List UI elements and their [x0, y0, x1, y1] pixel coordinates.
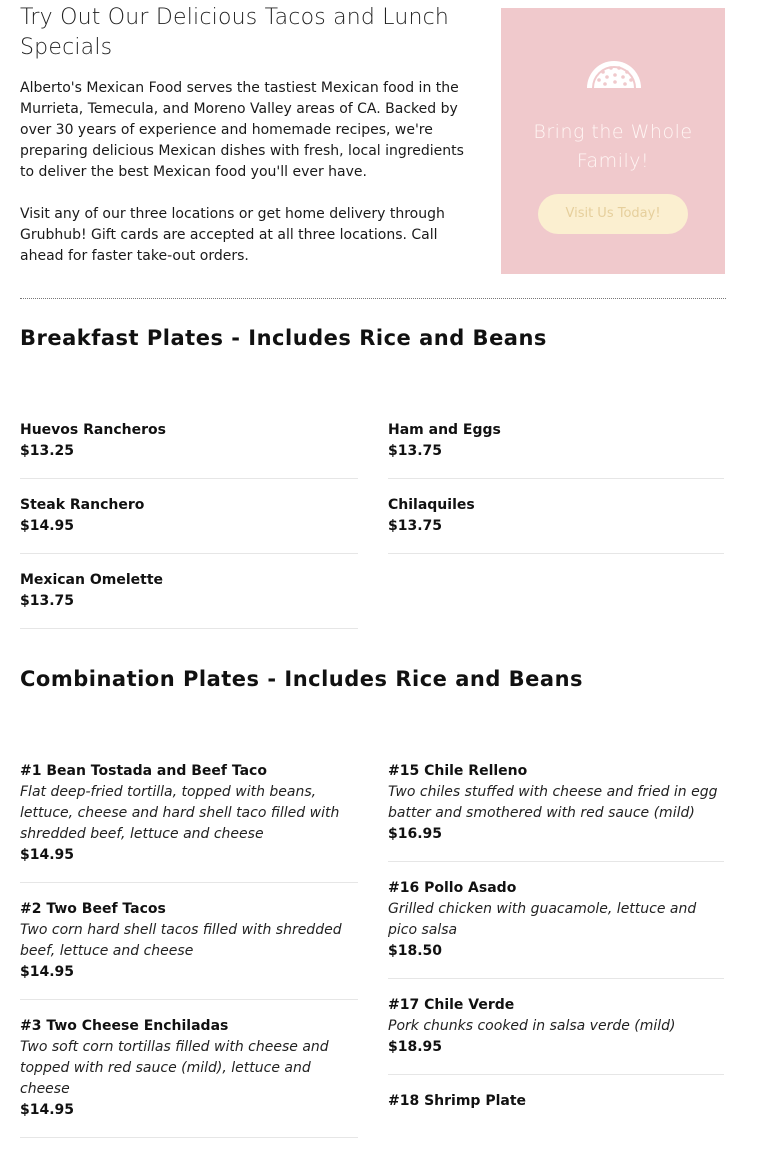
menu-item [388, 495, 724, 554]
intro-title: Try Out Our Delicious Tacos and Lunch Specials [20, 5, 450, 60]
menu-item-name: #3 Two Cheese Enchiladas [20, 1018, 229, 1034]
menu-item-price: $14.95 [20, 518, 75, 534]
breakfast-right-column [388, 420, 724, 570]
menu-item [20, 570, 358, 629]
menu-item-price: $13.25 [20, 443, 75, 459]
menu-item-price: $14.95 [20, 847, 75, 863]
menu-item-name: Chilaquiles [388, 497, 475, 513]
menu-item-price: $14.95 [20, 1102, 75, 1118]
menu-item-price: $18.95 [388, 1039, 443, 1055]
visit-us-button[interactable]: Visit Us Today! [538, 194, 688, 234]
menu-item-name: #15 Chile Relleno [388, 763, 528, 779]
menu-item-name: #17 Chile Verde [388, 997, 515, 1013]
menu-item-description: Two corn hard shell tacos filled with shredded beef, lettuce and cheese [20, 922, 342, 959]
intro-paragraph-1: Alberto's Mexican Food serves the tastiest Mexican food in the Murrieta, Temecula, and Moreno Valley areas of CA. Backed by over 30 years of experience and homemade recipes, we're preparing delicious Mexican dishes with fresh, local ingredients to deliver the best Mexican food you'll ever have. [20, 80, 464, 180]
section-divider [20, 298, 726, 299]
menu-item-description: Flat deep-fried tortilla, topped with beans, lettuce, cheese and hard shell taco filled with shredded beef, lettuce and cheese [20, 784, 340, 842]
breakfast-section-title: Breakfast Plates - Includes Rice and Beans [20, 326, 547, 350]
menu-item [20, 495, 358, 554]
menu-item-name: #1 Bean Tostada and Beef Taco [20, 763, 267, 779]
menu-item [388, 1091, 724, 1128]
menu-item [388, 761, 724, 862]
taco-icon [585, 50, 643, 90]
menu-item-name: Ham and Eggs [388, 422, 501, 438]
menu-item [20, 761, 358, 883]
intro-paragraph-2: Visit any of our three locations or get home delivery through Grubhub! Gift cards are accepted at all three locations. Call ahead for faster take-out orders. [20, 206, 445, 264]
combination-section-title: Combination Plates - Includes Rice and Beans [20, 667, 584, 691]
promo-title: Bring the Whole Family! [533, 121, 693, 172]
menu-item-price: $13.75 [388, 518, 443, 534]
combination-right-column [388, 761, 724, 1144]
menu-item [388, 995, 724, 1075]
menu-item-name: #18 Shrimp Plate [388, 1093, 527, 1109]
breakfast-left-column [20, 420, 358, 645]
menu-item-name: Mexican Omelette [20, 572, 164, 588]
menu-item [388, 878, 724, 979]
menu-item-price: $13.75 [20, 593, 75, 609]
menu-item [20, 1016, 358, 1138]
intro-section [20, 0, 482, 267]
menu-item-name: #16 Pollo Asado [388, 880, 517, 896]
menu-item [20, 420, 358, 479]
menu-item-description: Pork chunks cooked in salsa verde (mild) [388, 1018, 676, 1034]
menu-item-description: Two chiles stuffed with cheese and fried in egg batter and smothered with red sauce (mild) [388, 784, 718, 821]
menu-item-price: $13.75 [388, 443, 443, 459]
menu-item [388, 420, 724, 479]
menu-item-description: Grilled chicken with guacamole, lettuce and pico salsa [388, 901, 697, 938]
menu-item-name: Steak Ranchero [20, 497, 145, 513]
menu-item-description: Two soft corn tortillas filled with cheese and topped with red sauce (mild), lettuce and cheese [20, 1039, 329, 1097]
menu-item-price: $16.95 [388, 826, 443, 842]
menu-item [20, 899, 358, 1000]
promo-card [501, 8, 725, 274]
menu-item-name: Huevos Rancheros [20, 422, 166, 438]
menu-item-name: #2 Two Beef Tacos [20, 901, 166, 917]
menu-item-price: $18.50 [388, 943, 443, 959]
menu-item-price: $14.95 [20, 964, 75, 980]
combination-left-column [20, 761, 358, 1154]
